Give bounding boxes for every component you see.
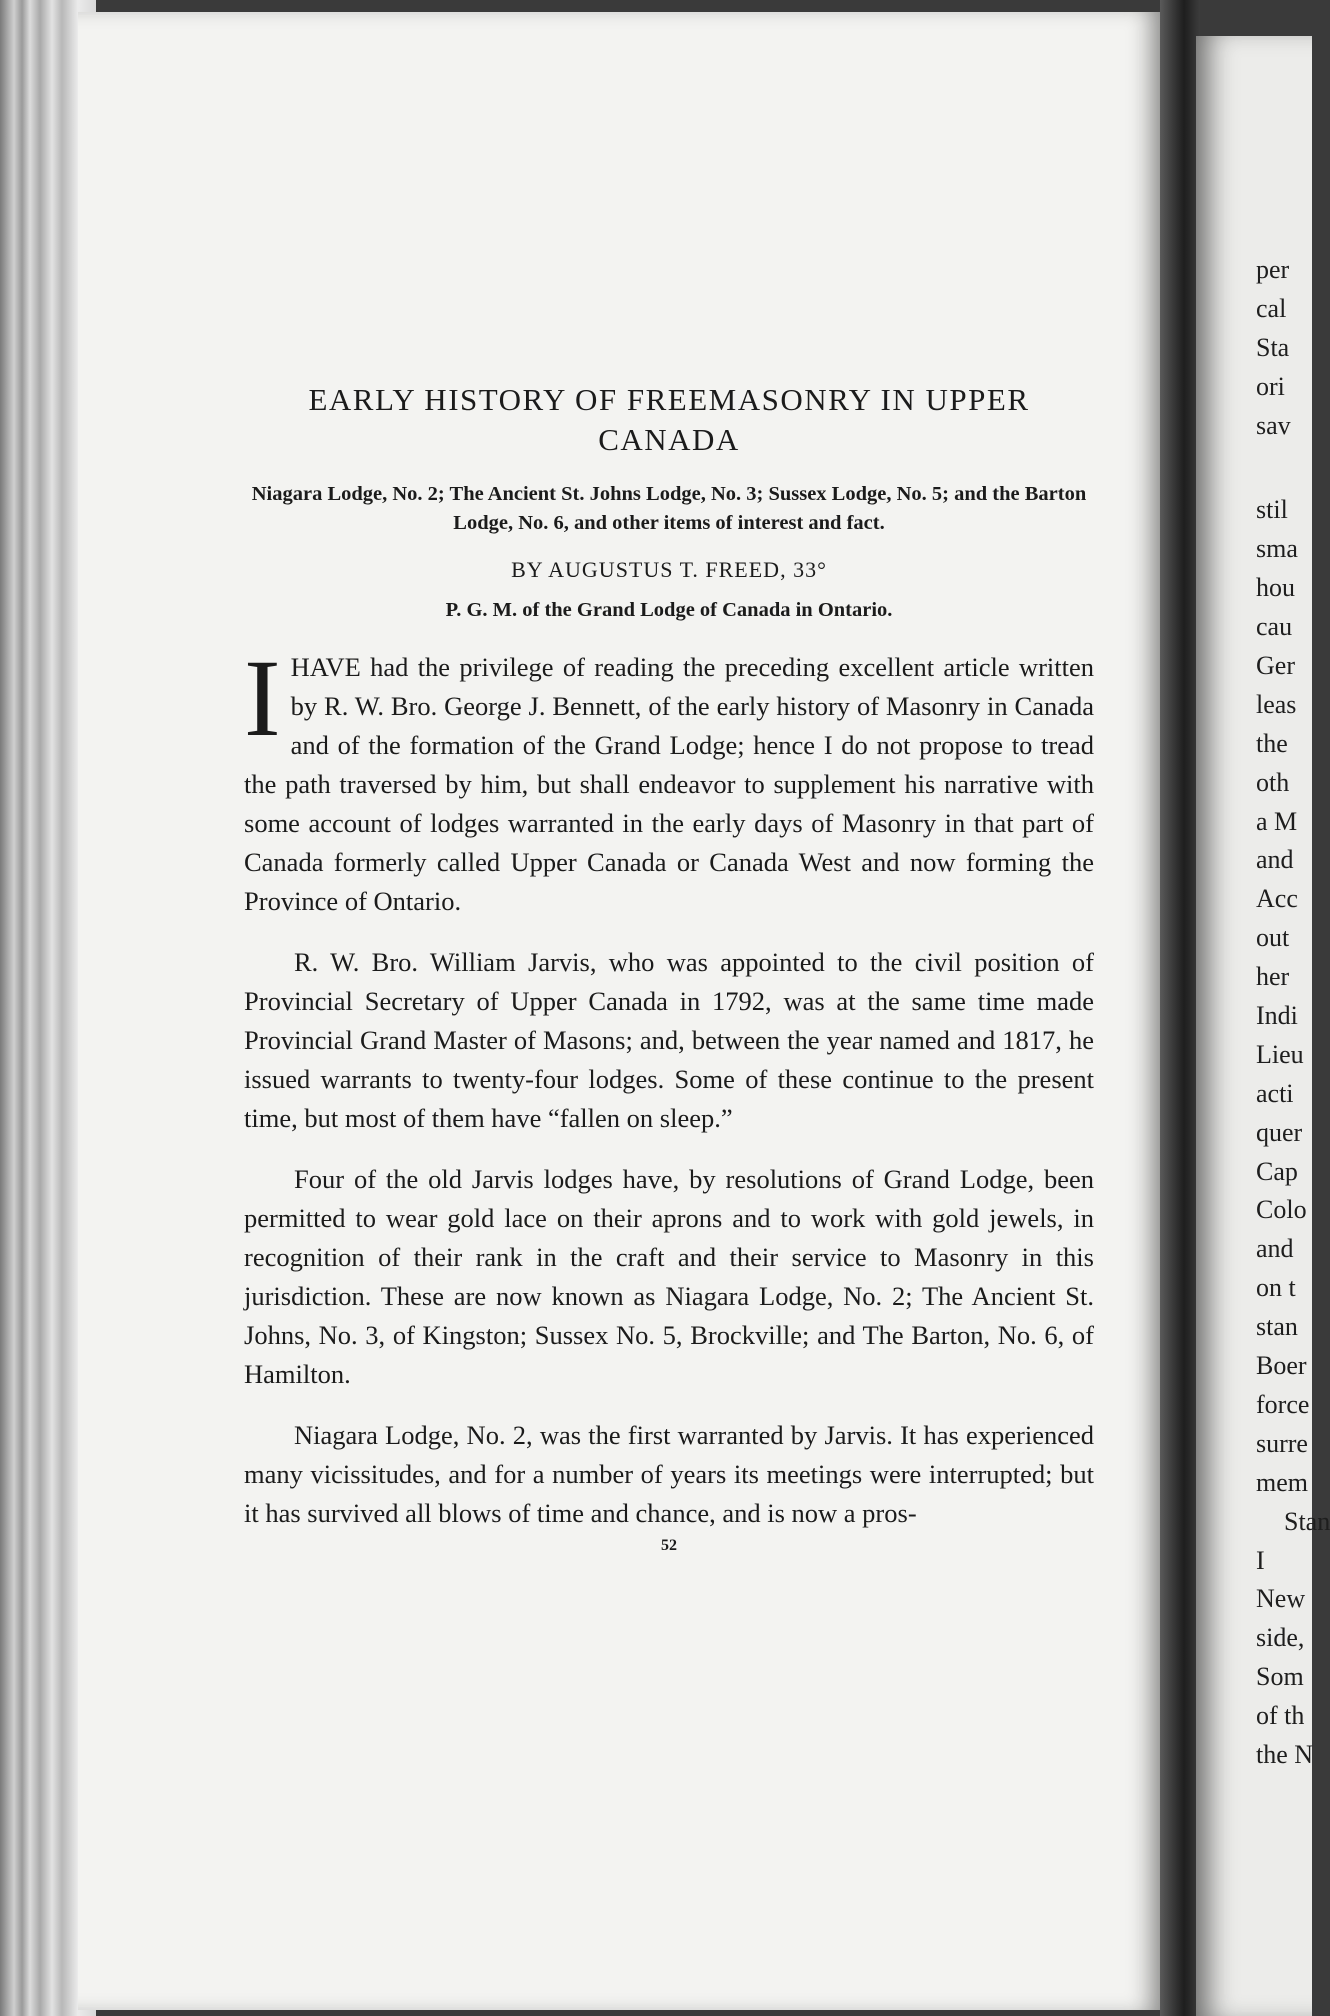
article-subtitle: Niagara Lodge, No. 2; The Ancient St. Johns Lodge, No. 3; Sussex Lodge, No. 5; and the Barton Lodge, No. 6, and other items of interest and fact. xyxy=(251,483,1087,534)
facing-line: mem xyxy=(1256,1467,1308,1497)
facing-line: out xyxy=(1256,923,1290,953)
facing-line: Indi xyxy=(1256,1001,1298,1031)
facing-line: Som xyxy=(1256,1662,1304,1692)
facing-line: her xyxy=(1256,962,1290,992)
drop-cap: I xyxy=(244,637,281,759)
facing-line: surre xyxy=(1256,1428,1308,1458)
facing-line: Lieu xyxy=(1256,1039,1304,1069)
paragraph-3: Four of the old Jarvis lodges have, by resolutions of Grand Lodge, been permitted to wear gold lace on their aprons and to work with gold jewels, in recognition of their rank in the craft and their service to Masonry in this jurisdiction. These are now known as Niagara Lodge, No. 2; The Ancient St. Johns, No. 3, of Kingston; Sussex No. 5, Brockville; and The Barton, No. 6, of Hamilton. xyxy=(244,1164,1094,1389)
facing-line: sav xyxy=(1256,410,1291,440)
facing-line: Sta xyxy=(1256,332,1290,362)
paragraph-4: Niagara Lodge, No. 2, was the first warranted by Jarvis. It has experienced many vicissitudes, and for a number of years its meetings were interrupted; but it has survived all blows of time and chance, and is now a pros- xyxy=(244,1420,1094,1528)
facing-line: force xyxy=(1256,1389,1310,1419)
facing-line: a M xyxy=(1256,806,1298,836)
book-gutter xyxy=(1160,0,1200,2016)
facing-line: I xyxy=(1256,1545,1265,1575)
facing-gap xyxy=(1256,445,1330,491)
facing-page xyxy=(1196,36,1330,2016)
facing-line: Stan xyxy=(1284,1506,1330,1536)
facing-line: stil xyxy=(1256,495,1288,525)
facing-line: cau xyxy=(1256,612,1293,642)
facing-line: cal xyxy=(1256,293,1287,323)
facing-page-lines xyxy=(1256,251,1330,1775)
facing-line: ori xyxy=(1256,371,1285,401)
facing-line: the N xyxy=(1256,1739,1314,1769)
facing-line: and xyxy=(1256,845,1294,875)
article-byline: BY AUGUSTUS T. FREED, 33° xyxy=(511,557,827,582)
facing-line: per xyxy=(1256,255,1290,284)
paragraph-1-text: HAVE had the privilege of reading the preceding excellent article written by R. W. Bro. George J. Bennett, of the early history of Masonry in Canada and of the formation of the Grand Lodge; hence I do not propose to tread the path traversed by him, but shall endeavor to supplement his narrative with some account of lodges warranted in the early days of Masonry in that part of Canada formerly called Upper Canada or Canada West and now forming the Province of Ontario. xyxy=(244,652,1094,916)
facing-line: sma xyxy=(1256,534,1298,564)
facing-line: acti xyxy=(1256,1078,1294,1108)
article-column xyxy=(244,380,1094,1555)
page-number: 52 xyxy=(661,1537,677,1554)
facing-line: and xyxy=(1256,1234,1294,1264)
facing-line: of th xyxy=(1256,1701,1305,1731)
facing-line: leas xyxy=(1256,689,1297,719)
facing-line: Cap xyxy=(1256,1156,1298,1186)
facing-line: side, xyxy=(1256,1623,1305,1653)
paragraph-2: R. W. Bro. William Jarvis, who was appointed to the civil position of Provincial Secretary of Upper Canada in 1792, was at the same time made Provincial Grand Master of Masons; and, between the year named and 1817, he issued warrants to twenty-four lodges. Some of these continue to the present time, but most of them have “fallen on sleep.” xyxy=(244,947,1094,1133)
facing-line: the xyxy=(1256,728,1288,758)
facing-line: Colo xyxy=(1256,1195,1307,1225)
article-title: EARLY HISTORY OF FREEMASONRY IN UPPER CANADA xyxy=(308,382,1030,457)
facing-line: hou xyxy=(1256,573,1295,603)
facing-line: New xyxy=(1256,1584,1306,1614)
facing-line: quer xyxy=(1256,1117,1303,1147)
author-title: P. G. M. of the Grand Lodge of Canada in Ontario. xyxy=(445,599,893,621)
facing-line: Ger xyxy=(1256,651,1295,681)
facing-line: Acc xyxy=(1256,884,1298,914)
facing-line: oth xyxy=(1256,767,1290,797)
facing-line: on t xyxy=(1256,1273,1296,1303)
facing-line: Boer xyxy=(1256,1351,1307,1381)
paragraph-1 xyxy=(244,637,1094,921)
facing-line: stan xyxy=(1256,1312,1298,1342)
